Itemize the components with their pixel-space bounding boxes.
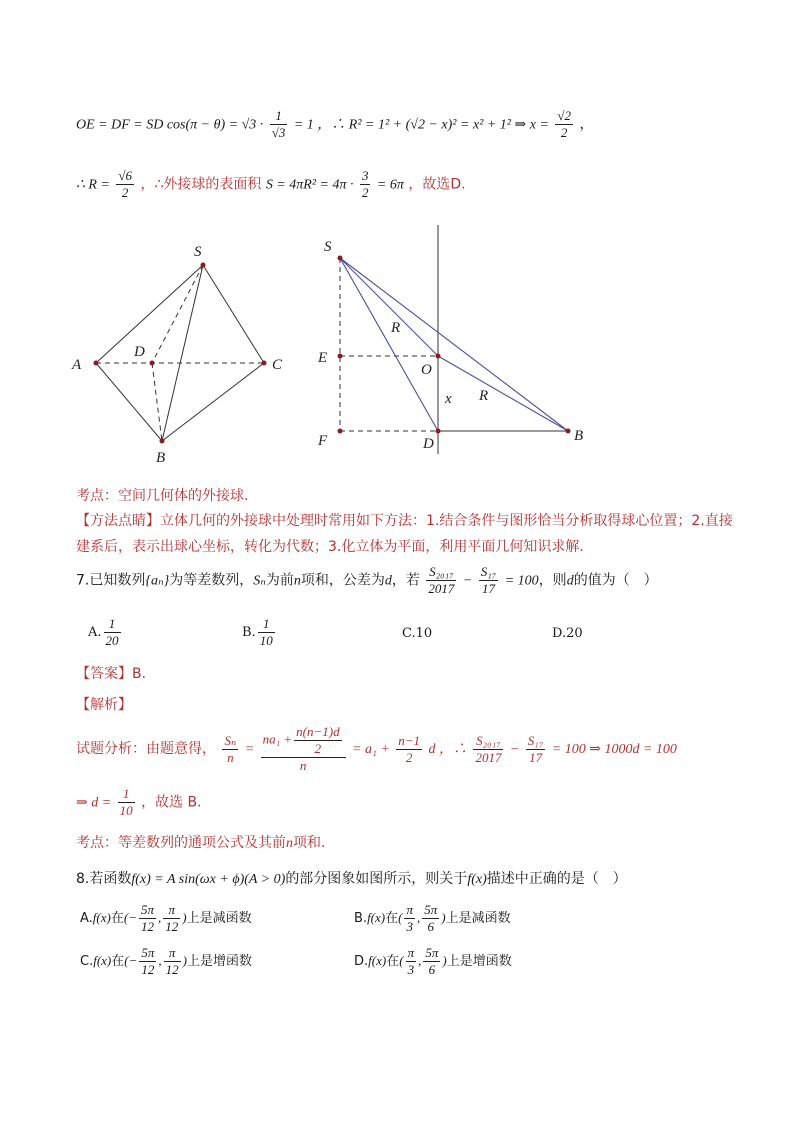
q8-option-c[interactable]: C.f(x)在(− $\frac{5\pi}{12}$ , $\frac{\pi}{12}$ )上是增函数 bbox=[80, 945, 253, 977]
method-tag: 【方法点睛】 bbox=[76, 513, 160, 529]
q6-method-line-2: 建系后，表示出球心坐标，转化为代数；3.化立体为平面，利用平面几何知识求解. bbox=[76, 539, 584, 555]
label-d-right: D bbox=[423, 436, 434, 452]
formula-line-1: OE = DF = SD cos(π − θ) = √3 · $\frac{1}{√3}$ = 1 ，∴ R² = 1² + (√2 − x)² = x² + 1² ⇒ x = $\frac{√2}{2}$ ， bbox=[76, 108, 594, 140]
q7-s17-fraction: $\frac{\text{S₁₇}}{17}$ bbox=[480, 564, 497, 596]
r-value-fraction: $\frac{√6}{2}$ bbox=[118, 168, 132, 200]
q7-stem: 7.已知数列{aₙ}为等差数列，Sₙ为前n项和，公差为d，若 $\frac{\text{S₂₀₁₇}}{2017}$ − $\frac{\text{S₁₇}}{17}$ = 100，则d的值为（ ） bbox=[76, 564, 658, 596]
label-b-left: B bbox=[156, 450, 166, 462]
q7-option-c[interactable]: C.10 bbox=[402, 626, 433, 641]
tetrahedron-points bbox=[94, 263, 267, 444]
x-value-fraction: $\frac{√2}{2}$ bbox=[557, 108, 571, 140]
three-halves-fraction: $\frac{3}{2}$ bbox=[361, 168, 369, 200]
q8-option-d[interactable]: D.f(x)在( $\frac{\pi}{3}$ , $\frac{5\pi}{6}$ )上是增函数 bbox=[354, 945, 512, 977]
label-d-left: D bbox=[134, 344, 145, 360]
radius-equation: = 1 ，∴ R² = 1² + (√2 − x)² = x² + 1² ⇒ x = bbox=[293, 117, 549, 133]
label-c: C bbox=[272, 357, 283, 373]
q6-kaodian: 考点：空间几何体的外接球. bbox=[76, 488, 249, 504]
geometry-figures bbox=[0, 222, 794, 462]
surface-area-expression: S = 4πR² = 4π · bbox=[265, 177, 354, 193]
q8-option-b[interactable]: B.f(x)在( $\frac{\pi}{3}$ , $\frac{5\pi}{6}$ )上是减函数 bbox=[354, 902, 511, 934]
cross-section-figure bbox=[340, 225, 568, 454]
label-f: F bbox=[318, 433, 328, 449]
label-s-right: S bbox=[324, 239, 332, 255]
cross-section-blue-lines bbox=[340, 258, 568, 431]
label-a: A bbox=[72, 357, 82, 373]
label-r-upper: R bbox=[391, 320, 401, 336]
q7-option-a[interactable]: A. $\frac{1}{20}$ bbox=[88, 616, 119, 648]
formula-line-2: ∴ R = $\frac{√6}{2}$ ，∴外接球的表面积 S = 4πR² = 4π · $\frac{3}{2}$ = 6π ，故选D. bbox=[76, 168, 466, 200]
q7-option-d[interactable]: D.20 bbox=[552, 626, 583, 641]
label-e: E bbox=[318, 350, 328, 366]
q7-answer: 【答案】B. bbox=[76, 666, 147, 682]
label-r-lower: R bbox=[479, 388, 489, 404]
q6-method-line-1: 【方法点睛】立体几何的外接球中处理时常用如下方法：1.结合条件与图形恰当分析取得球心位置；2.直接 bbox=[76, 513, 733, 529]
oe-expression: OE = DF = SD cos(π − θ) = √3 · bbox=[76, 117, 264, 133]
tetrahedron-figure bbox=[96, 265, 264, 441]
q7-solution-line-2: ⇒ d = $\frac{1}{10}$ ，故选 B. bbox=[76, 786, 202, 818]
q7-kaodian: 考点：等差数列的通项公式及其前n项和. bbox=[76, 835, 326, 851]
sn-over-n: $\frac{\text{Sₙ}}{n}$ bbox=[224, 732, 237, 765]
q7-s2017-fraction: $\frac{\text{S₂₀₁₇}}{2017}$ bbox=[428, 564, 455, 596]
q7-analysis-tag: 【解析】 bbox=[76, 697, 132, 713]
q8-option-a[interactable]: A.f(x)在(− $\frac{5\pi}{12}$ , $\frac{\pi}{12}$ )上是减函数 bbox=[80, 902, 252, 934]
q8-stem: 8.若函数f(x) = A sin(ωx + ϕ)(A > 0)的部分图象如图所示，则关于f(x)描述中正确的是（ ） bbox=[76, 871, 627, 887]
label-s-left: S bbox=[194, 244, 202, 260]
label-x: x bbox=[445, 391, 452, 407]
q7-option-b[interactable]: B. $\frac{1}{10}$ bbox=[242, 616, 273, 648]
fraction-1-over-sqrt3: $\frac{1}{√3}$ bbox=[271, 108, 286, 140]
label-o: O bbox=[421, 362, 432, 378]
r-expression: ∴ R = bbox=[76, 177, 110, 193]
q7-solution-line-1: 试题分析：由题意得， $\frac{\text{Sₙ}}{n}$ = na₁ + $\frac{n(n-1)d}{2}$ n = a₁ + $\frac{n-1}{2}$ d ，∴ $\frac{\text{S₂₀₁₇}}{2017}$ − $\frac{\text{S₁₇}}{17}$ = 100 ⇒ 1000d = 100 bbox=[76, 724, 677, 773]
sum-formula-fraction: na₁ + $\frac{n(n-1)d}{2}$ n bbox=[261, 724, 346, 774]
label-b-right: B bbox=[574, 428, 584, 444]
